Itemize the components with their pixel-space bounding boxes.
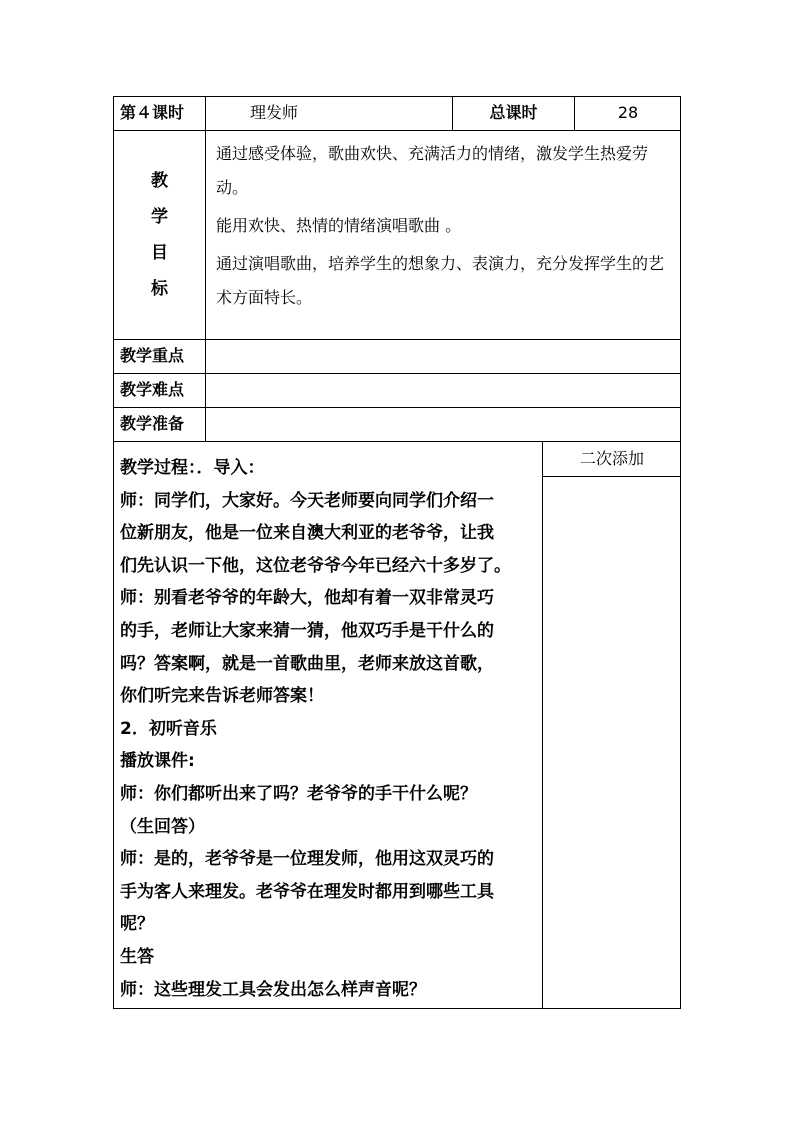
lesson-title-cell xyxy=(206,97,453,131)
process-line: 生答 xyxy=(120,946,154,967)
teaching-process-cell xyxy=(114,442,543,1009)
lesson-number-cell xyxy=(114,97,206,131)
process-line: 吗？答案啊，就是一首歌曲里，老师来放这首歌， xyxy=(120,653,494,674)
second-addition-content xyxy=(543,477,681,1009)
preparation-value-cell xyxy=(206,408,681,442)
objectives-content-cell xyxy=(206,131,681,340)
objective-item: 能用欢快、热情的情绪演唱歌曲 。 xyxy=(216,216,462,235)
key-points-label: 教学重点 xyxy=(120,346,185,365)
total-lessons-label: 总课时 xyxy=(489,103,538,122)
key-points-label-cell xyxy=(114,340,206,374)
process-line: 位新朋友，他是一位来自澳大利亚的老爷爷，让我 xyxy=(120,523,494,544)
difficulties-label-cell xyxy=(114,374,206,408)
preparation-label: 教学准备 xyxy=(120,414,185,433)
key-points-value-cell xyxy=(206,340,681,374)
process-line: 的手，老师让大家来猜一猜，他双巧手是干什么的 xyxy=(120,620,494,641)
process-line: 你们听完来告诉老师答案！ xyxy=(120,686,324,707)
difficulties-value-cell xyxy=(206,374,681,408)
total-lessons-value: 28 xyxy=(617,103,639,122)
objective-item: 通过感受体验，歌曲欢快、充满活力的情绪，激发学生热爱劳动。 xyxy=(216,144,649,197)
process-line: （生回答） xyxy=(120,816,205,837)
preparation-label-cell xyxy=(114,408,206,442)
second-addition-header xyxy=(543,442,681,477)
objectives-label-char: 标 xyxy=(151,279,168,299)
process-line: 播放课件: xyxy=(120,751,195,772)
lesson-number: 第４课时 xyxy=(120,103,185,122)
process-line: 2．初听音乐 xyxy=(120,718,217,739)
process-line: 教学过程：．导入： xyxy=(120,458,265,478)
objectives-label-char: 教 xyxy=(151,171,168,191)
second-addition-label: 二次添加 xyxy=(579,449,644,468)
difficulties-label: 教学难点 xyxy=(120,380,185,399)
objectives-label-char: 目 xyxy=(151,243,168,263)
total-value-cell xyxy=(575,97,681,131)
total-label-cell xyxy=(453,97,575,131)
objectives-label-char: 学 xyxy=(151,207,168,227)
process-line: 们先认识一下他，这位老爷爷今年已经六十多岁了。 xyxy=(120,555,511,576)
process-line: 呢？ xyxy=(120,914,154,935)
process-line: 手为客人来理发。老爷爷在理发时都用到哪些工具 xyxy=(120,881,494,902)
process-line: 师：你们都听出来了吗？老爷爷的手干什么呢？ xyxy=(120,783,477,804)
lesson-plan-table xyxy=(113,96,681,1009)
process-line: 师：这些理发工具会发出怎么样声音呢？ xyxy=(120,979,426,1000)
objectives-label-cell xyxy=(114,131,206,340)
objective-item: 通过演唱歌曲，培养学生的想象力、表演力，充分发挥学生的艺术方面特长。 xyxy=(216,254,665,307)
process-line: 师：别看老爷爷的年龄大，他却有着一双非常灵巧 xyxy=(120,588,494,609)
lesson-title: 理发师 xyxy=(250,103,299,122)
process-line: 师：是的，老爷爷是一位理发师，他用这双灵巧的 xyxy=(120,849,494,870)
process-line: 师：同学们，大家好。今天老师要向同学们介绍一 xyxy=(120,490,494,511)
